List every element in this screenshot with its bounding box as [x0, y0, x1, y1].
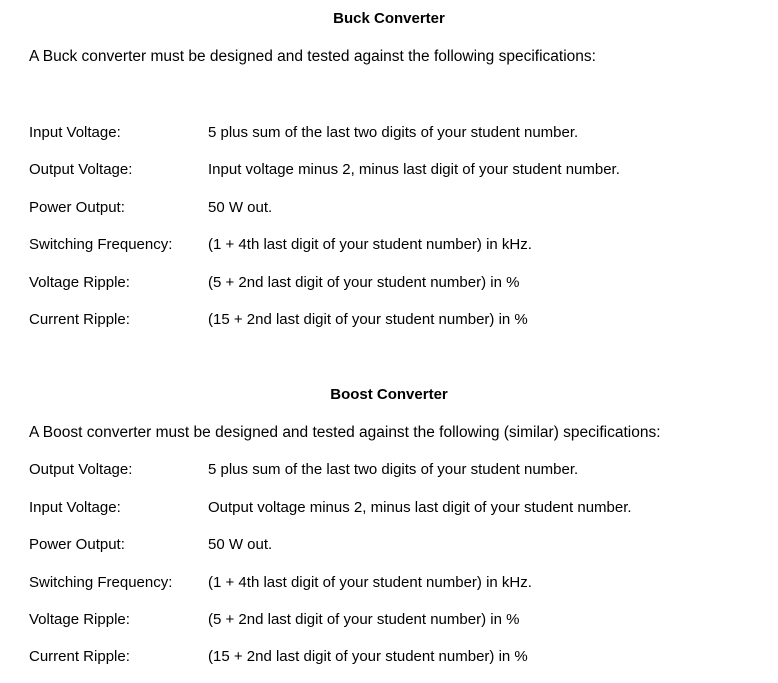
boost-spec-row [0, 461, 778, 479]
boost-spec-row [0, 499, 778, 517]
buck-spec-row [0, 161, 778, 179]
spec-value: (15 + 2nd last digit of your student number) in % [208, 648, 528, 665]
spec-value: (5 + 2nd last digit of your student number) in % [208, 274, 520, 291]
spec-value: (1 + 4th last digit of your student number) in kHz. [208, 574, 532, 591]
buck-spec-row [0, 124, 778, 142]
buck-spec-row [0, 311, 778, 329]
spec-label: Power Output: [29, 199, 125, 216]
spec-label: Voltage Ripple: [29, 274, 130, 291]
spec-value: (5 + 2nd last digit of your student number) in % [208, 611, 520, 628]
boost-spec-row [0, 574, 778, 592]
spec-value: 50 W out. [208, 536, 273, 553]
boost-intro-text: A Boost converter must be designed and tested against the following (similar) specifications: [29, 424, 661, 441]
spec-label: Switching Frequency: [29, 574, 173, 591]
buck-intro-text: A Buck converter must be designed and tested against the following specifications: [29, 48, 596, 65]
boost-spec-row [0, 536, 778, 554]
buck-spec-row [0, 274, 778, 292]
spec-label: Input Voltage: [29, 499, 121, 516]
boost-spec-row [0, 648, 778, 666]
buck-spec-row [0, 199, 778, 217]
spec-label: Current Ripple: [29, 648, 130, 665]
spec-label: Current Ripple: [29, 311, 130, 328]
buck-spec-row [0, 236, 778, 254]
spec-value: Output voltage minus 2, minus last digit of your student number. [208, 499, 632, 516]
boost-spec-row [0, 611, 778, 629]
spec-value: Input voltage minus 2, minus last digit of your student number. [208, 161, 620, 178]
spec-value: 5 plus sum of the last two digits of your student number. [208, 461, 579, 478]
boost-converter-heading: Boost Converter [330, 386, 448, 403]
spec-label: Output Voltage: [29, 161, 133, 178]
spec-value: 50 W out. [208, 199, 273, 216]
spec-label: Output Voltage: [29, 461, 133, 478]
buck-converter-heading: Buck Converter [333, 10, 445, 27]
spec-label: Voltage Ripple: [29, 611, 130, 628]
spec-label: Power Output: [29, 536, 125, 553]
spec-label: Switching Frequency: [29, 236, 173, 253]
spec-value: 5 plus sum of the last two digits of your student number. [208, 124, 579, 141]
spec-value: (15 + 2nd last digit of your student number) in % [208, 311, 528, 328]
spec-label: Input Voltage: [29, 124, 121, 141]
spec-value: (1 + 4th last digit of your student number) in kHz. [208, 236, 532, 253]
